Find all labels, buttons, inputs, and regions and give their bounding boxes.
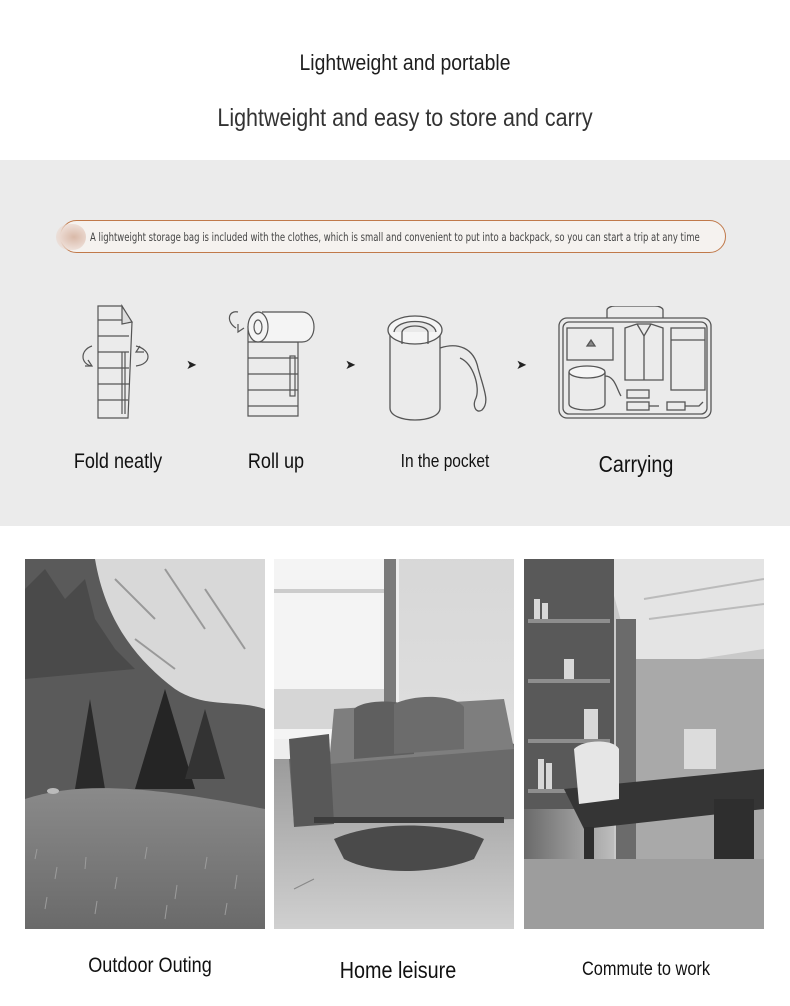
storage-pouch-icon xyxy=(380,308,500,424)
step-label-roll: Roll up xyxy=(247,450,305,473)
suitcase-contents-icon xyxy=(555,306,715,422)
office-desk-photo xyxy=(524,559,764,929)
banner-text: A lightweight storage bag is included with the clothes, which is small and convenient to put into a backpack, so you can start a trip at any time xyxy=(90,230,700,244)
banner-accent xyxy=(56,224,86,250)
step-arrow-2: ➤ xyxy=(345,357,356,372)
page-title: Lightweight and portable xyxy=(299,50,511,75)
living-room-sofa-photo xyxy=(274,559,514,929)
step-arrow-1: ➤ xyxy=(186,357,197,372)
folded-garment-icon xyxy=(72,302,162,422)
step-arrow-3: ➤ xyxy=(516,357,527,372)
step-label-fold: Fold neatly xyxy=(73,450,163,473)
step-label-carrying: Carrying xyxy=(598,451,674,477)
caption-commute: Commute to work xyxy=(581,959,711,980)
page-subtitle: Lightweight and easy to store and carry xyxy=(217,104,593,132)
step-label-pocket: In the pocket xyxy=(400,451,490,471)
caption-outdoor: Outdoor Outing xyxy=(88,954,212,977)
rolled-garment-icon xyxy=(222,306,322,422)
caption-home: Home leisure xyxy=(339,957,457,983)
mountain-forest-photo xyxy=(25,559,265,929)
